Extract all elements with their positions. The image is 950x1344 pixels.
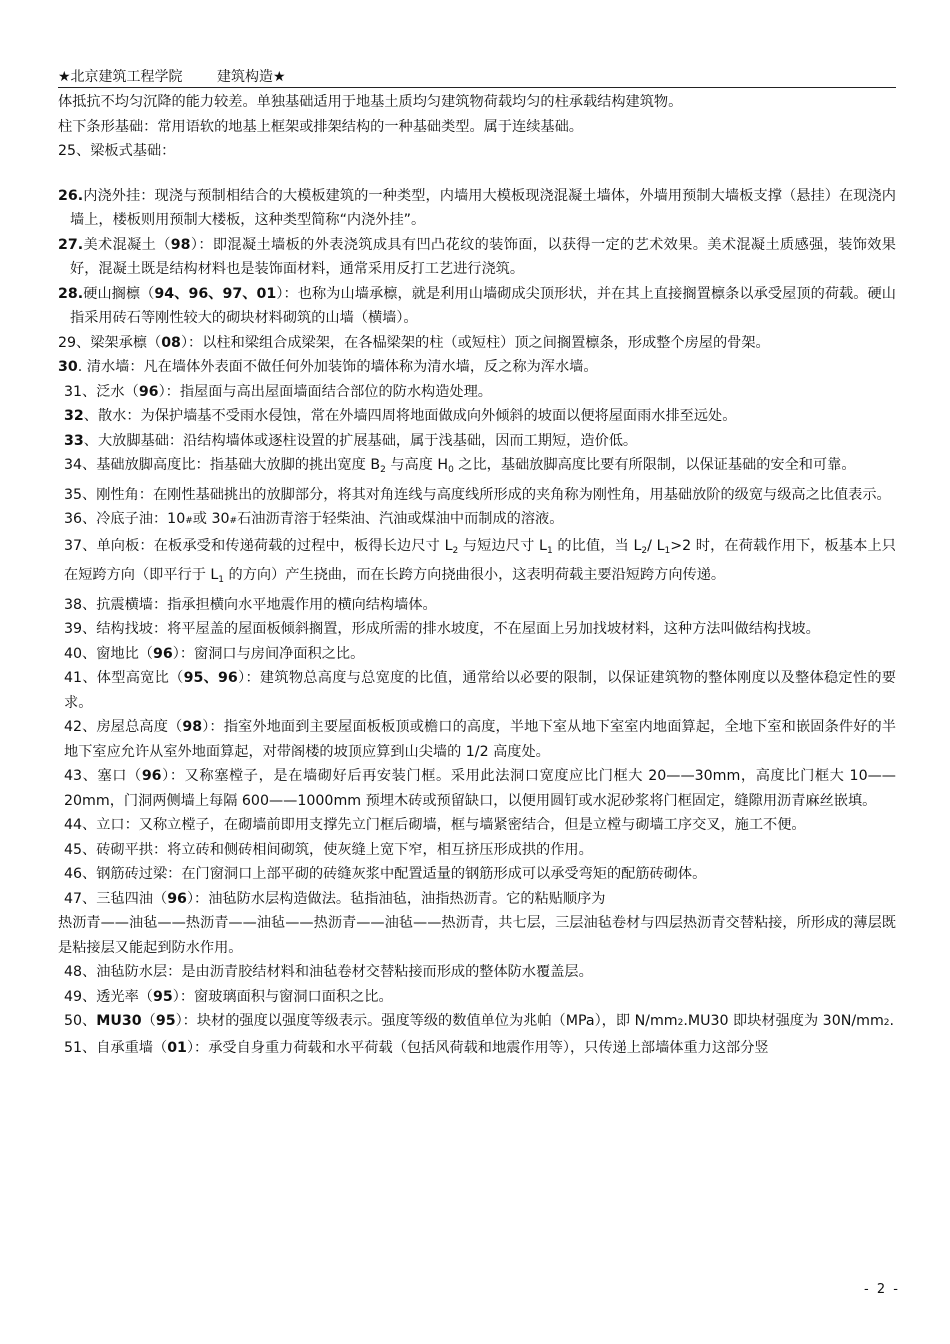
para-49-text-b: ）：窗玻璃面积与窗洞口面积之比。 bbox=[172, 988, 393, 1005]
subscript: 1 bbox=[218, 575, 225, 585]
para-44: 44、立口：又称立樘子，在砌墙前即用支撑先立门框后砌墙，框与墙紧密结合，但是立樘与砌墙工序交叉，施工不便。 bbox=[64, 817, 806, 833]
para-47-year: 96 bbox=[167, 890, 187, 907]
document-body bbox=[58, 90, 896, 1060]
hash-mark: # bbox=[229, 516, 238, 526]
para-29-year: 08 bbox=[161, 334, 181, 351]
para-26 bbox=[58, 184, 896, 233]
para-37 bbox=[58, 534, 896, 593]
para-47 bbox=[58, 887, 896, 912]
para-33-text: 、大放脚基础：沿结构墙体或逐柱设置的扩展基础，属于浅基础，因而工期短，造价低。 bbox=[83, 432, 638, 449]
blank-gap bbox=[58, 164, 896, 184]
para-28 bbox=[58, 282, 896, 331]
para-49-text-a: 49、透光率（ bbox=[64, 988, 153, 1005]
para-40-text-b: ）：窗洞口与房间净面积之比。 bbox=[172, 645, 365, 662]
para-47-text-a: 47、三毡四油（ bbox=[64, 890, 168, 907]
para-30-number: 30 bbox=[58, 359, 78, 375]
para-28-year: 94、96、97、01 bbox=[154, 285, 277, 302]
subscript-2: 2 bbox=[380, 465, 386, 475]
header-school: ★北京建筑工程学院 bbox=[58, 69, 183, 85]
para-33-number: 33 bbox=[64, 432, 84, 449]
para-27-number: 27. bbox=[58, 236, 84, 253]
para-43-text-b: ）：又称塞樘子，是在墙砌好后再安装门框。采用此法洞口宽度应比门框大 20——30mm，高度比门框大 10——20mm，门洞两侧墙上每隔 600——1000mm 预埋木砖或预留缺口，以便用圆钉或水泥砂浆将门框固定，缝隙用沥青麻丝嵌填。 bbox=[64, 768, 896, 809]
para-28-number: 28. bbox=[58, 285, 84, 302]
para-29-text-a: 29、梁架承檩（ bbox=[58, 334, 162, 351]
para-36-text-b: 或 30 bbox=[192, 511, 230, 527]
para-37-text-e: >2 时，在荷载作用下，板基本上只在短跨方向（即平行于 L bbox=[64, 537, 896, 583]
para-50-paren: （ bbox=[141, 1013, 156, 1029]
para-26-text: 内浇外挂：现浇与预制相结合的大模板建筑的一种类型，内墙用大模板现浇混凝土墙体，外墙用预制大墙板支撑（悬挂）在现浇内墙上，楼板则用预制大楼板，这种类型简称“内浇外挂”。 bbox=[70, 187, 896, 228]
para-42-text-a: 42、房屋总高度（ bbox=[64, 719, 183, 735]
para-29 bbox=[58, 331, 896, 356]
para-43 bbox=[58, 764, 896, 813]
para-42 bbox=[58, 715, 896, 764]
para-50-text-d: . bbox=[889, 1013, 895, 1029]
para-42-text-b: ）：指室外地面到主要屋面板板顶或檐口的高度，半地下室从地下室室内地面算起，全地下室和嵌固条件好的半地下室应允许从室外地面算起，对带阁楼的坡顶应算到山尖墙的 1/2 高度处。 bbox=[64, 719, 896, 760]
para-29-text-b: ）：以柱和梁组合成梁架，在各榀梁架的柱（或短柱）顶之间搁置檩条，形成整个房屋的骨架。 bbox=[180, 334, 770, 351]
para-50-year: 95 bbox=[155, 1013, 176, 1029]
para-40-year: 96 bbox=[153, 645, 173, 662]
para-28-text-b: ）：也称为山墙承檩，就是利用山墙砌成尖顶形状，并在其上直接搁置檩条以承受屋顶的荷载。硬山指采用砖石等刚性较大的砌块材料砌筑的山墙（横墙）。 bbox=[70, 285, 896, 326]
para-26-number: 26. bbox=[58, 187, 84, 204]
para-34-text-b: 与高度 H bbox=[385, 457, 449, 473]
para-51 bbox=[58, 1036, 896, 1061]
para-27 bbox=[58, 233, 896, 282]
hash-mark: # bbox=[185, 516, 193, 526]
para-35: 35、刚性角：在刚性基础挑出的放脚部分，将其对角连线与高度线所形成的夹角称为刚性角，用基础放阶的级宽与级高之比值表示。 bbox=[64, 486, 891, 503]
para-51-text-a: 51、自承重墙（ bbox=[64, 1039, 168, 1056]
para-37-text-c: 的比值，当 L bbox=[552, 537, 642, 554]
para-31-text-a: 31、泛水（ bbox=[64, 383, 139, 400]
para-41-text-b: ）：建筑物总高度与总宽度的比值，通常给以必要的限制，以保证建筑物的整体刚度以及整体稳定性的要求。 bbox=[64, 670, 896, 711]
para-37-text-f: 的方向）产生挠曲，而在长跨方向挠曲很小，这表明荷载主要沿短跨方向传递。 bbox=[224, 567, 726, 583]
para-48: 48、油毡防水层：是由沥青胶结材料和油毡卷材交替粘接而形成的整体防水覆盖层。 bbox=[64, 964, 593, 980]
para-strip-foundation: 柱下条形基础：常用语软的地基上框架或排架结构的一种基础类型。属于连续基础。 bbox=[58, 118, 583, 135]
para-36-text-a: 36、冷底子油：10 bbox=[64, 511, 186, 527]
para-38: 38、抗震横墙：指承担横向水平地震作用的横向结构墙体。 bbox=[64, 596, 437, 613]
subscript: 1 bbox=[546, 545, 553, 556]
para-41-year: 95、96 bbox=[183, 670, 238, 686]
para-40-text-a: 40、窗地比（ bbox=[64, 645, 153, 662]
header-course: 建筑构造★ bbox=[217, 69, 286, 85]
para-46: 46、钢筋砖过梁：在门窗洞口上部平砌的砖缝灰浆中配置适量的钢筋形成可以承受弯矩的配筋砖砌体。 bbox=[64, 866, 707, 882]
superscript-2: 2 bbox=[677, 1018, 684, 1028]
para-37-text-a: 37、单向板：在板承受和传递荷载的过程中，板得长边尺寸 L bbox=[64, 537, 453, 554]
para-34-text-a: 34、基础放脚高度比：指基础大放脚的挑出宽度 B bbox=[64, 457, 381, 473]
subscript: 1 bbox=[664, 545, 671, 556]
para-27-year: 98 bbox=[170, 236, 191, 253]
para-27-text-a: 美术混凝土（ bbox=[83, 236, 171, 253]
para-39: 39、结构找坡：将平屋盖的屋面板倾斜搁置，形成所需的排水坡度，不在屋面上另加找坡材料，这种方法叫做结构找坡。 bbox=[64, 621, 820, 637]
para-30 bbox=[58, 355, 896, 380]
para-25: 25、梁板式基础： bbox=[58, 143, 176, 159]
para-36 bbox=[58, 507, 896, 534]
subscript-0: 0 bbox=[448, 465, 454, 475]
para-37-text-b: 与短边尺寸 L bbox=[458, 537, 547, 554]
subscript: 2 bbox=[452, 545, 459, 556]
para-51-year: 01 bbox=[167, 1039, 187, 1056]
para-50-text-a: 50、 bbox=[64, 1013, 97, 1029]
para-34 bbox=[58, 453, 896, 483]
para-41 bbox=[58, 666, 896, 715]
para-28-text-a: 硬山搁檩（ bbox=[83, 285, 155, 302]
para-33 bbox=[58, 429, 896, 454]
para-continuation: 体抵抗不均匀沉降的能力较差。单独基础适用于地基土质均匀建筑物荷载均匀的柱承载结构建筑物。 bbox=[58, 94, 683, 110]
para-47-text-b: ）：油毡防水层构造做法。毡指油毡，油指热沥青。它的粘贴顺序为 bbox=[186, 890, 606, 907]
para-49 bbox=[58, 985, 896, 1010]
subscript: 2 bbox=[641, 545, 648, 556]
para-37-text-d: / L bbox=[647, 537, 665, 554]
para-31 bbox=[58, 380, 896, 405]
para-50-term: MU30 bbox=[96, 1013, 142, 1029]
para-43-text-a: 43、塞口（ bbox=[64, 768, 142, 784]
para-51-text-b: ）：承受自身重力荷载和水平荷载（包括风荷载和地震作用等），只传递上部墙体重力这部分竖 bbox=[186, 1039, 769, 1056]
para-31-year: 96 bbox=[138, 383, 159, 400]
para-47-sequence: 热沥青——油毡——热沥青——油毡——热沥青——油毡——热沥青，共七层，三层油毡卷材与四层热沥青交替粘接，所形成的薄层既是粘接层又能起到防水作用。 bbox=[58, 915, 896, 956]
superscript-2: 2 bbox=[883, 1018, 890, 1028]
page-number: - 2 - bbox=[864, 1282, 900, 1297]
para-30-text: . 清水墙：凡在墙体外表面不做任何外加装饰的墙体称为清水墙，反之称为浑水墙。 bbox=[77, 359, 598, 375]
para-45: 45、砖砌平拱：将立砖和侧砖相间砌筑，使灰缝上宽下窄，相互挤压形成拱的作用。 bbox=[64, 841, 593, 858]
para-50-text-c: .MU30 即块材强度为 30N/mm bbox=[683, 1013, 884, 1029]
para-36-text-c: 石油沥青溶于轻柴油、汽油或煤油中而制成的溶液。 bbox=[237, 511, 564, 527]
para-41-text-a: 41、体型高宽比（ bbox=[64, 670, 184, 686]
para-32 bbox=[58, 404, 896, 429]
para-34-text-c: 之比，基础放脚高度比要有所限制，以保证基础的安全和可靠。 bbox=[453, 457, 856, 473]
para-40 bbox=[58, 642, 896, 667]
para-31-text-b: ）：指屋面与高出屋面墙面结合部位的防水构造处理。 bbox=[158, 383, 492, 400]
para-32-text: 、散水：为保护墙基不受雨水侵蚀，常在外墙四周将地面做成向外倾斜的坡面以便将屋面雨水排至远处。 bbox=[83, 408, 737, 424]
para-49-year: 95 bbox=[153, 988, 173, 1005]
para-32-number: 32 bbox=[64, 408, 84, 424]
para-42-year: 98 bbox=[182, 719, 203, 735]
page-header bbox=[58, 67, 896, 88]
para-27-text-b: ）：即混凝土墙板的外表浇筑成具有凹凸花纹的装饰面，以获得一定的艺术效果。美术混凝土质感强，装饰效果好，混凝土既是结构材料也是装饰面材料，通常采用反打工艺进行浇筑。 bbox=[70, 236, 896, 277]
para-43-year: 96 bbox=[141, 768, 162, 784]
para-50-text-b: ）：块材的强度以强度等级表示。强度等级的数值单位为兆帕（MPa），即 N/mm bbox=[175, 1013, 678, 1029]
para-50 bbox=[58, 1009, 896, 1036]
